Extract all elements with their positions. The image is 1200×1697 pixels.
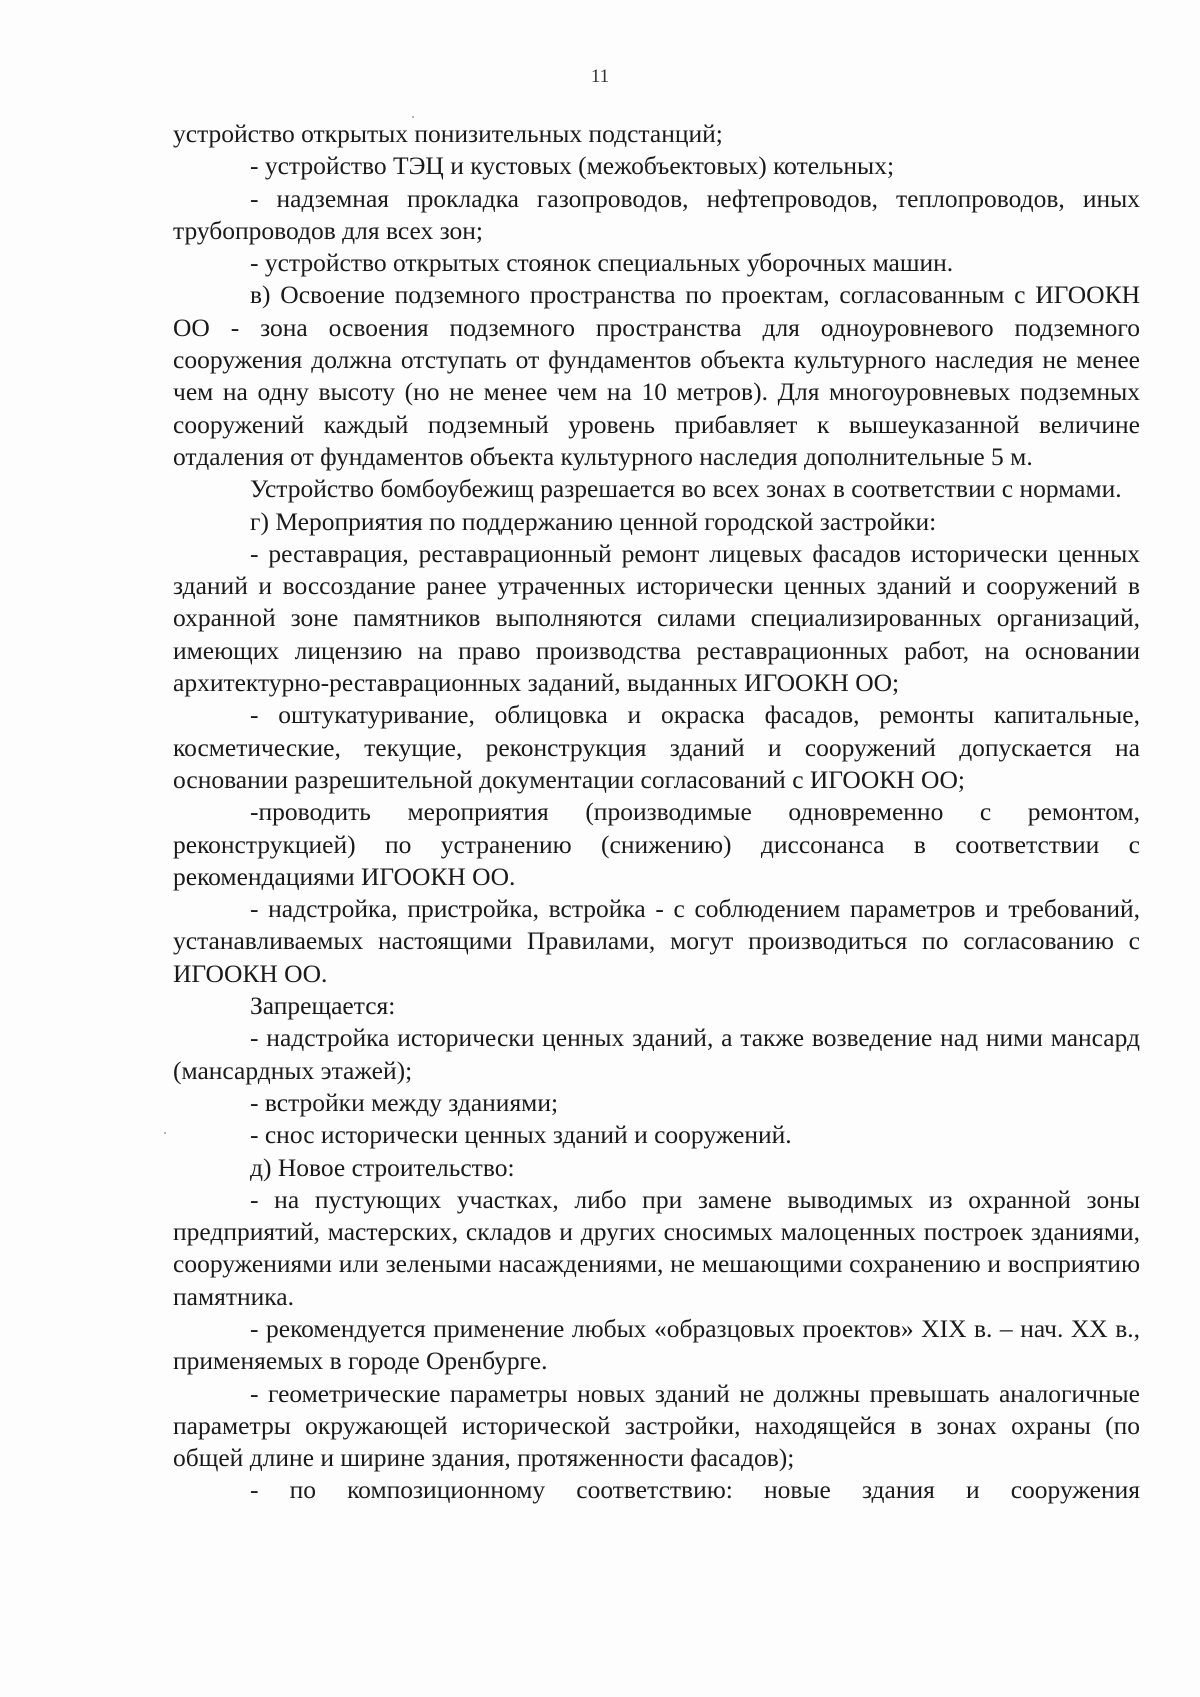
paragraph-13: - надстройка исторически ценных зданий, а также возведение над ними мансард (мансардных этажей);	[173, 1023, 1140, 1085]
paragraph-7: г) Мероприятия по поддержанию ценной городской застройки:	[250, 506, 937, 536]
paragraph-1: устройство открытых понизительных подстанций;	[173, 119, 723, 148]
paragraph-10: -проводить мероприятия (производимые одновременно с ремонтом, реконструкцией) по устранению (снижению) диссонанса в соответствии с рекомендациями ИГООКН ОО.	[173, 797, 1140, 891]
paragraph-18: - рекомендуется применение любых «образцовых проектов» XIX в. – нач. XX в., применяемых в городе Оренбурге.	[173, 1313, 1140, 1376]
paragraph-15: - снос исторически ценных зданий и сооружений.	[250, 1120, 792, 1150]
paragraph-19: - геометрические параметры новых зданий не должны превышать аналогичные параметры окружающей исторической застройки, находящейся в зонах охраны (по общей длине и ширине здания, протяженности фасадов);	[173, 1378, 1140, 1473]
paragraph-4: - устройство открытых стоянок специальных уборочных машин.	[250, 248, 954, 278]
paragraph-12: Запрещается:	[250, 991, 396, 1021]
paragraph-8: - реставрация, реставрационный ремонт лицевых фасадов исторически ценных зданий и воссоздание ранее утраченных исторически ценных зданий и сооружений в охранной зоне памятников выполняются силами специализированных организаций, имеющих лицензию на право производства реставрационных работ, на основании архитектурно-реставрационных заданий, выданных ИГООКН ОО;	[173, 538, 1140, 698]
paragraph-5: в) Освоение подземного пространства по проектам, согласованным с ИГООКН ОО - зона освоения подземного пространства для одноуровневого подземного сооружения должна отступать от фундаментов объекта культурного наследия не менее чем на одну высоту (но не менее чем на 10 метров). Для многоуровневых подземных сооружений каждый подземный уровень прибавляет к вышеуказанной величине отдаления от фундаментов объекта культурного наследия дополнительные 5 м.	[173, 280, 1140, 471]
paragraph-9: - оштукатуривание, облицовка и окраска фасадов, ремонты капитальные, косметические, текущие, реконструкция зданий и сооружений допускается на основании разрешительной документации согласований с ИГООКН ОО;	[173, 700, 1140, 794]
paragraph-11: - надстройка, пристройка, встройка - с соблюдением параметров и требований, устанавливаемых настоящими Правилами, могут производиться по согласованию с ИГООКН ОО.	[173, 894, 1140, 988]
paragraph-3: - надземная прокладка газопроводов, нефтепроводов, теплопроводов, иных трубопроводов для всех зон;	[173, 183, 1140, 245]
paragraph-17: - на пустующих участках, либо при замене выводимых из охранной зоны предприятий, мастерских, складов и других сносимых малоценных построек зданиями, сооружениями или зелеными насаждениями, не мешающими сохранению и восприятию памятника.	[173, 1184, 1140, 1311]
page-number: 11	[590, 66, 610, 87]
paragraph-6: Устройство бомбоубежищ разрешается во всех зонах в соответствии с нормами.	[250, 474, 1122, 504]
scan-speck	[412, 116, 414, 118]
paragraph-14: - встройки между зданиями;	[250, 1087, 559, 1117]
paragraph-20: - по композиционному соответствию: новые здания и сооружения	[250, 1475, 1140, 1505]
paragraph-2: - устройство ТЭЦ и кустовых (межобъектовых) котельных;	[250, 151, 895, 181]
document-body	[173, 118, 1140, 1507]
scan-speck	[164, 1132, 166, 1134]
paragraph-16: д) Новое строительство:	[250, 1152, 515, 1182]
